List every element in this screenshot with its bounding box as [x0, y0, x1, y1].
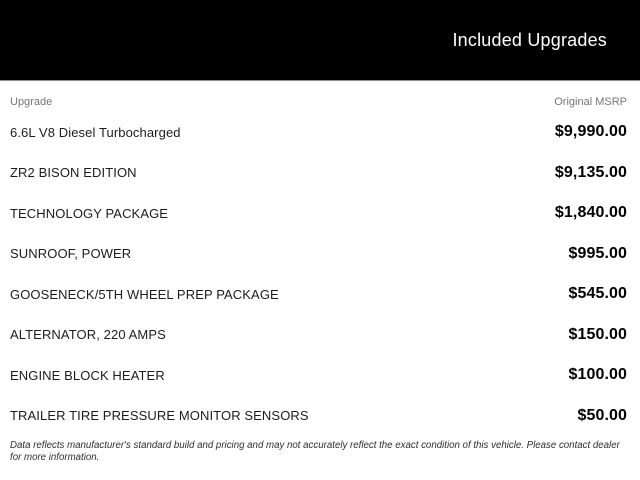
upgrades-table-body [10, 112, 627, 436]
header-banner [0, 0, 640, 81]
upgrade-name: ENGINE BLOCK HEATER [10, 367, 165, 383]
upgrade-name: ALTERNATOR, 220 AMPS [10, 327, 166, 343]
upgrade-price: $9,990.00 [554, 123, 627, 141]
table-row [10, 193, 627, 234]
disclaimer-text: Data reflects manufacturer's standard build and pricing and may not accurately reflect the exact condition of this vehicle. Please contact dealer for more information. [10, 440, 620, 463]
column-header-original-msrp: Original MSRP [554, 96, 627, 108]
upgrade-price: $545.00 [568, 285, 627, 303]
table-row [10, 274, 627, 315]
upgrade-price: $150.00 [568, 325, 627, 343]
upgrade-price: $9,135.00 [554, 163, 627, 181]
table-row [10, 112, 627, 153]
upgrade-name: GOOSENECK/5TH WHEEL PREP PACKAGE [10, 286, 279, 302]
table-row [10, 234, 627, 275]
upgrade-name: TRAILER TIRE PRESSURE MONITOR SENSORS [10, 408, 309, 424]
table-column-header-row [10, 96, 627, 109]
table-row [10, 153, 627, 194]
upgrade-price: $1,840.00 [554, 204, 627, 222]
upgrade-price: $995.00 [568, 244, 627, 262]
table-row [10, 315, 627, 356]
table-row [10, 355, 627, 396]
upgrade-name: TECHNOLOGY PACKAGE [10, 205, 169, 221]
upgrade-price: $50.00 [577, 406, 627, 424]
column-header-upgrade: Upgrade [10, 96, 53, 108]
table-row [10, 396, 627, 437]
upgrade-name: SUNROOF, POWER [10, 246, 132, 262]
upgrade-name: 6.6L V8 Diesel Turbocharged [10, 124, 181, 140]
upgrade-price: $100.00 [568, 366, 627, 384]
page-title: Included Upgrades [452, 29, 607, 50]
upgrade-name: ZR2 BISON EDITION [10, 165, 137, 181]
upgrades-table [0, 81, 640, 480]
